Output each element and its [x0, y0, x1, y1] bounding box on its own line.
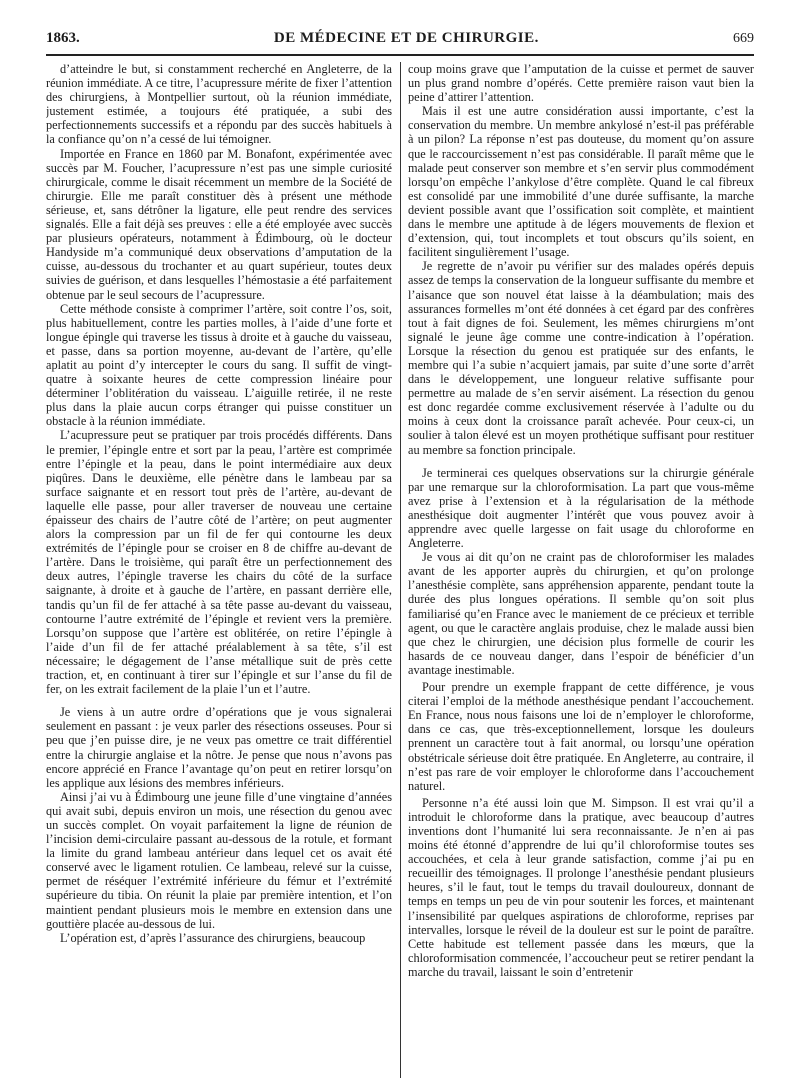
left-column [46, 62, 392, 1082]
paragraph: Mais il est une autre considération aussi importante, c’est la conservation du membre. Un membre ankylosé n’est-il pas préférable à un pilon? La réponse n’est pas douteuse, du moment qu’on assure que le raccourcissement n’est pas considérable. Il paraît même que le malade peut conserver son membre et s’en servir plus commodément lorsqu’on empêche l’ankylose d’être complète. Quand le cal fibreux est consolidé par une immobilité d’une durée suffisante, la marche devient possible avant que l’ossification soit complète, et maintient dans le membre une aptitude à de légers mouvements de flexion et d’extension, qui, tout incomplets et tout obscurs qu’ils soient, en facilitent singulièrement l’usage. [408, 104, 754, 260]
paragraph: Ainsi j’ai vu à Édimbourg une jeune fille d’une vingtaine d’années qui avait subi, depuis environ un mois, une résection du genou avec un succès complet. On voyait parfaitement la ligne de réunion de l’incision demi-circulaire passant au-dessous de la rotule, et formant la limite du grand lambeau antérieur dans lequel cet os avait été conservé avec le ligament rotulien. Ce lambeau, relevé sur la cuisse, permet de réséquer l’extrémité inférieure du fémur et l’extrémité supérieure du tibia. On réunit la plaie par première intention, et l’on maintient pendant plusieurs mois le membre en extension dans une gouttière placée au-dessous de lui. [46, 789, 392, 931]
header-title: DE MÉDECINE ET DE CHIRURGIE. [273, 30, 539, 46]
text-columns [46, 62, 754, 1082]
paragraph: d’atteindre le but, si constamment recherché en Angleterre, de la réunion immédiate. A ce titre, l’acupressure mérite de fixer l’attention des chirurgiens, à Montpellier surtout, où la réunion immédiate, justement estimée, a toujours été pratiquée, a subi des perfectionnements successifs et a répondu par des succès habituels à la confiance qu’on n’a cessé de lui témoigner. [46, 62, 392, 147]
paragraph: Personne n’a été aussi loin que M. Simpson. Il est vrai qu’il a introduit le chloroforme dans la pratique, avec beaucoup d’autres inventions dont l’humanité lui sera reconnaissante. Je n’en ai pas moins été étonné d’apprendre de lui qu’il chloroformise toutes ses accouchées, et cela à leur grande satisfaction, comme j’ai pu en recueillir des témoignages. Il prolonge l’anesthésie pendant plusieurs heures, s’il le faut, tout le temps du travail douloureux, donnant de temps en temps un peu de vin pour soutenir les forces, et maintenant l’insensibilité par quelques aspirations de chloroforme, reprises par intervalles, lorsque le réveil de la douleur est sur le point de paraître. Cette habitude est tellement passée dans les mœurs, que la chloroformisation commencée, l’accoucheur peut se retirer pendant la marche du travail, laissant le soin d’entretenir [408, 795, 754, 979]
header-rule [46, 54, 754, 56]
paragraph: Je vous ai dit qu’on ne craint pas de chloroformiser les malades avant de les apporter auprès du chirurgien, et qu’on prolonge l’anesthésie complète, sans appréhension apparente, pendant toute la durée des plus longues opérations. Il semble qu’on soit plus familiarisé qu’en France avec le maniement de ce précieux et terrible agent, ou que le caractère anglais produise, chez le malade aussi bien que chez le chirurgien, une décision plus formelle de courir les hasards de ce nouveau danger, dans l’espoir de bénéficier d’un avantage inestimable. [408, 550, 754, 677]
paragraph: Je viens à un autre ordre d’opérations que je vous signalerai seulement en passant : je veux parler des résections osseuses. Pour si peu que j’en puisse dire, je ne veux pas omettre ce trait différentiel entre la chirurgie anglaise et la nôtre. Je pense que nous n’avons pas encore apprécié en France l’avantage qu’on peut en retirer lorsqu’on les applique aux lésions des membres inférieurs. [46, 705, 392, 790]
paragraph: Importée en France en 1860 par M. Bonafont, expérimentée avec succès par M. Foucher, l’acupressure n’est pas une simple curiosité chirurgicale, comme le disait récemment un membre de la Société de chirurgie. Elle me paraît constituer dès à présent une méthode sérieuse, et, sans détrôner la ligature, elle peut rendre des services signalés. Elle a fait déjà ses preuves : elle a été employée avec succès par plusieurs opérateurs, notamment à Édimbourg, où le docteur Handyside m’a communiqué deux observations d’amputation de la cuisse, au-dessous du trochanter et au quart supérieur, toutes deux suivies de guérison, et dans lesquelles l’hémostasie a été parfaitement obtenue par le seul secours de l’acupressure. [46, 146, 392, 302]
paragraph: coup moins grave que l’amputation de la cuisse et permet de sauver un plus grand nombre d’opérés. Cette première raison vaut bien la peine d’attirer l’attention. [408, 62, 754, 105]
right-column [408, 62, 754, 1082]
paragraph: Cette méthode consiste à comprimer l’artère, soit contre l’os, soit, plus habituellement, contre les parties molles, à l’aide d’une forte et longue épingle qui traverse les tissus à droite et à gauche du vaisseau, et passe, dans sa portion moyenne, au-devant de l’artère, qu’elle aplatit au point d’y intercepter le cours du sang. Il suffit de vingt-quatre à soixante heures de cette compression linéaire pour déterminer l’oblitération du vaisseau. L’aiguille retirée, il ne reste plus dans la plaie aucun corps étranger qui puisse constituer un obstacle à la réunion immédiate. [46, 301, 392, 429]
column-divider [400, 62, 401, 1078]
paragraph: Je terminerai ces quelques observations sur la chirurgie générale par une remarque sur la chloroformisation. La part que vous-même avez prise à l’extension et à la régularisation de la méthode anesthésique doit augmenter l’intérêt que vous pouvez avoir à apprendre avec quelle largesse on fait usage du chloroforme en Angleterre. [408, 465, 754, 551]
running-header [46, 30, 754, 50]
paragraph: L’opération est, d’après l’assurance des chirurgiens, beaucoup [60, 930, 366, 945]
paragraph: Pour prendre un exemple frappant de cette différence, je vous citerai l’emploi de la méthode anesthésique pendant l’accouchement. En France, nous nous faisons une loi de n’employer le chloroforme, dans ce cas, que très-exceptionnellement, lorsque les douleurs prennent un caractère tout à fait anormal, ou lorsqu’une opération obstétricale sérieuse doit être pratiquée. En Angleterre, au contraire, il n’est pas rare de voir employer le chloroforme dans l’accouchement naturel. [408, 680, 754, 793]
page-number: 669 [732, 31, 754, 46]
paragraph: L’acupressure peut se pratiquer par trois procédés différents. Dans le premier, l’épingle entre et sort par la peau, l’artère est comprimée entre l’épingle et la peau, dans le point intermédiaire aux deux piqûres. Dans le deuxième, elle pénètre dans le lambeau par sa surface saignante et en ressort tout près de l’artère, au-devant de laquelle elle passe, pour aller traverser de nouveau une certaine épaisseur des chairs de l’autre côté de l’artère; on peut augmenter alors la compression par un fil de fer qui contourne les deux extrémités de l’épingle pour se croiser en 8 de chiffre au-devant de l’artère. Dans le troisième, qui paraît être un perfectionnement des deux autres, l’épingle traverse les chairs du côté de la surface saignante, à droite et à gauche de l’artère, en passant derrière elle, tandis qu’un fil de fer attaché à sa tête passe au-devant du vaisseau, contourne l’autre extrémité de l’épingle et revient vers la première. Lorsqu’on suppose que l’artère est oblitérée, on retire l’épingle à l’aide d’un fil de fer attaché préalablement à sa tête, s’il est nécessaire; le dégagement de l’anse métallique suit de près cette traction, et, en continuant à tirer sur l’épingle et sur l’anse du fil de fer, on les extrait facilement de la plaie l’un et l’autre. [46, 428, 392, 697]
paragraph: Je regrette de n’avoir pu vérifier sur des malades opérés depuis assez de temps la conservation de la longueur suffisante du membre et l’aisance que son nouvel état laisse à la déambulation; mais des assurances formelles m’ont été données à cet égard par des confrères tout à fait dignes de foi. Seulement, les mêmes chirurgiens m’ont signalé le jeune âge comme une contre-indication à l’opération. Lorsque la résection du genou est pratiquée sur des enfants, le membre qui l’a subie n’acquiert jamais, par suite d’une sorte d’arrêt dans le développement, une longueur relative suffisante pour permettre au malade de s’en servir aisément. La résection du genou est donc regardée comme exclusivement réservée à l’adulte ou du moins à ceux dont la croissance paraît achevée. Pour ceux-ci, un soulier à talon élevé est un moyen prothétique suffisant pour restituer au membre sa fonction principale. [408, 259, 754, 457]
header-year: 1863. [46, 30, 80, 46]
